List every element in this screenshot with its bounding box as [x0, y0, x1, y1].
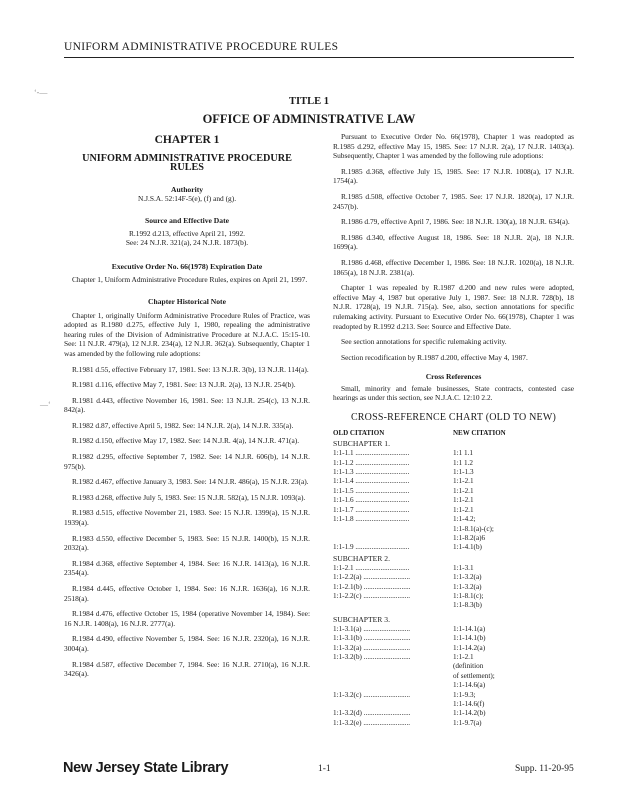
- title-name: OFFICE OF ADMINISTRATIVE LAW: [202, 112, 416, 126]
- subchapter-2-rows: [333, 564, 574, 611]
- new-citation: 1:1-3.2(a): [453, 582, 482, 591]
- chart-row: [333, 644, 574, 653]
- old-citation: 1:1-1.5 ..............................: [333, 486, 410, 495]
- new-citation: 1:1 1.2: [453, 458, 473, 467]
- chart-row: [333, 672, 574, 681]
- adoption-entry: R.1982 d.150, effective May 17, 1982. See: 14 N.J.R. 4(a), 14 N.J.R. 471(a).: [72, 436, 300, 446]
- recodification-note: Section recodification by R.1987 d.200, effective May 4, 1987.: [341, 352, 528, 362]
- adoption-entry: R.1982 d.295, effective September 7, 1982. See: 14 N.J.R. 606(b), 14 N.J.R. 975(b).: [64, 452, 310, 471]
- chart-row: [333, 515, 574, 524]
- old-citation: [333, 681, 453, 690]
- adoption-entry: R.1986 d.79, effective April 7, 1986. See: 18 N.J.R. 130(a), 18 N.J.R. 634(a).: [341, 217, 570, 227]
- title-number: TITLE 1: [289, 96, 329, 107]
- new-citation: 1:1-2.1: [453, 486, 474, 495]
- new-citation: (definition: [453, 662, 484, 671]
- chart-row: [333, 691, 574, 700]
- chart-row: [333, 601, 574, 610]
- authority-text: N.J.S.A. 52:14F-5(e), (f) and (g).: [137, 194, 237, 204]
- cross-reference-chart-title: CROSS-REFERENCE CHART (OLD TO NEW): [350, 412, 557, 424]
- chart-row: [333, 564, 574, 573]
- subchapter-2-label: SUBCHAPTER 2.: [333, 553, 390, 563]
- chart-header: [333, 429, 574, 439]
- new-citation: of settlement);: [453, 671, 495, 680]
- new-citation: 1:1-9.7(a): [453, 718, 482, 727]
- chart-row: [333, 487, 574, 496]
- chart-row: [333, 477, 574, 486]
- chart-row: [333, 534, 574, 543]
- old-citation: 1:1-1.2 ..............................: [333, 458, 410, 467]
- old-citation: 1:1-1.6 ..............................: [333, 496, 410, 505]
- chart-row: [333, 625, 574, 634]
- new-citation: 1:1-4.2;: [453, 515, 476, 524]
- old-citation: [333, 662, 453, 671]
- chart-row: [333, 459, 574, 468]
- chart-row: [333, 681, 574, 690]
- old-citation: 1:1-1.9 ..............................: [333, 543, 410, 552]
- right-column: [333, 132, 574, 728]
- new-citation: 1:1-8.2(a)6: [453, 533, 486, 542]
- chart-row: [333, 583, 574, 592]
- adoption-entry: R.1982 d.467, effective January 3, 1983. See: 14 N.J.R. 486(a), 15 N.J.R. 23(a).: [72, 477, 309, 487]
- header-rule: [64, 57, 574, 58]
- adoption-entry: R.1983 d.268, effective July 5, 1983. See: 15 N.J.R. 582(a), 15 N.J.R. 1093(a).: [72, 492, 306, 502]
- new-citation: 1:1-8.1(c);: [453, 591, 484, 600]
- page-number: 1-1: [318, 764, 331, 774]
- chart-row: [333, 496, 574, 505]
- old-citation: [333, 601, 453, 610]
- source-line-1: R.1992 d.213, effective April 21, 1992.: [128, 228, 246, 238]
- old-citation: 1:1-3.2(a) ..........................: [333, 643, 411, 652]
- cross-references-text: Small, minority and female businesses, State contracts, contested case hearings as under this section, see N.J.A.C. 12:10 2.2.: [333, 383, 574, 403]
- new-citation: 1:1-2.1: [453, 477, 474, 486]
- old-citation: 1:1-3.2(c) ..........................: [333, 690, 411, 699]
- adoption-entry: R.1984 d.587, effective December 7, 1984. See: 16 N.J.R. 2710(a), 16 N.J.R. 3426(a).: [64, 659, 310, 679]
- old-citation: 1:1-3.1(b) ..........................: [333, 634, 411, 643]
- old-citation: 1:1-1.7 ..............................: [333, 505, 410, 514]
- adoption-entry: R.1985 d.508, effective October 7, 1985. See: 17 N.J.R. 1820(a), 17 N.J.R. 2457(b).: [333, 191, 574, 211]
- adoption-entry: R.1981 d.443, effective November 16, 1981. See: 13 N.J.R. 254(c), 13 N.J.R. 842(a).: [64, 395, 310, 415]
- chart-row: [333, 719, 574, 728]
- new-citation: 1:1-2.1: [453, 652, 474, 661]
- adoption-entry: R.1984 d.368, effective September 4, 1984. See: 16 N.J.R. 1413(a), 16 N.J.R. 2354(a).: [64, 558, 310, 578]
- adoption-entry: R.1981 d.116, effective May 7, 1981. See: 13 N.J.R. 2(a), 13 N.J.R. 254(b).: [72, 380, 296, 390]
- left-column: [64, 132, 310, 685]
- new-citation: 1:1-9.3;: [453, 690, 476, 699]
- left-adoption-list: [64, 365, 310, 679]
- old-citation: 1:1-3.1(a) ..........................: [333, 624, 411, 633]
- chart-row: [333, 700, 574, 709]
- source-heading: Source and Effective Date: [144, 215, 229, 225]
- adoption-entry: R.1984 d.490, effective November 5, 1984. See: 16 N.J.R. 2320(a), 16 N.J.R. 3004(a).: [64, 634, 310, 653]
- old-citation: 1:1-3.2(b) ..........................: [333, 652, 411, 661]
- history-intro: Chapter 1, originally Uniform Administrative Procedure Rules of Practice, was adopted as R.1980 d.275, effective July 1, 1980, repealing the administrative hearing rules of the Division of Administrative Procedure at N.J.A.C. 15:15-10. See: 11 N.J.R. 479(a), 12 N.J.R. 234(a), 12 N.J.R. 362(a). Subsequently, Chapter 1 was amended by the following rule adoptions:: [64, 310, 310, 358]
- old-citation: 1:1-1.3 ..............................: [333, 468, 410, 477]
- section-annotations-note: See section annotations for specific rulemaking activity.: [341, 337, 507, 347]
- old-citation: [333, 672, 453, 681]
- subchapter-3-rows: [333, 625, 574, 728]
- old-citation: 1:1-1.4 ..............................: [333, 477, 410, 486]
- chart-row: [333, 573, 574, 582]
- subchapter-1-rows: [333, 449, 574, 552]
- new-citation: 1:1-14.6(a): [453, 681, 486, 690]
- history-heading: Chapter Historical Note: [148, 296, 226, 306]
- new-citation: 1:1-14.2(b): [453, 709, 486, 718]
- chart-row: [333, 543, 574, 552]
- authority-heading: Authority: [170, 184, 204, 194]
- old-citation: 1:1-2.1(b) ..........................: [333, 582, 411, 591]
- new-citation: 1:1-3.2(a): [453, 573, 482, 582]
- new-citation: 1:1 1.1: [453, 449, 473, 458]
- chart-header-new: NEW CITATION: [453, 428, 506, 437]
- chart-row: [333, 468, 574, 477]
- old-citation: 1:1-3.2(e) ..........................: [333, 718, 411, 727]
- new-citation: 1:1-14.1(a): [453, 624, 486, 633]
- new-citation: 1:1-14.2(a): [453, 643, 486, 652]
- library-logo: New Jersey State Library: [63, 760, 229, 776]
- new-citation: 1:1-2.1: [453, 496, 474, 505]
- new-citation: 1:1-8.3(b): [453, 601, 482, 610]
- chart-header-old: OLD CITATION: [333, 428, 385, 437]
- adoption-entry: R.1983 d.550, effective December 5, 1983. See: 15 N.J.R. 1400(b), 15 N.J.R. 2032(a).: [64, 533, 310, 553]
- old-citation: [333, 700, 453, 709]
- new-citation: 1:1-1.3: [453, 468, 474, 477]
- right-adoption-list: [333, 167, 574, 277]
- new-citation: 1:1-14.6(f): [453, 700, 485, 708]
- chart-row: [333, 634, 574, 643]
- adoption-entry: R.1985 d.368, effective July 15, 1985. See: 17 N.J.R. 1008(a), 17 N.J.R. 1754(a).: [333, 166, 574, 186]
- supplement-date: Supp. 11-20-95: [515, 764, 574, 774]
- scan-mark: ‘-—: [34, 88, 48, 97]
- new-citation: 1:1-4.1(b): [453, 543, 482, 552]
- new-citation: 1:1-14.1(b): [453, 634, 486, 643]
- exec-order-heading: Executive Order No. 66(1978) Expiration Date: [111, 261, 263, 271]
- new-citation: 1:1-8.1(a)-(c);: [453, 524, 494, 533]
- adoption-entry: R.1981 d.55, effective February 17, 1981. See: 13 N.J.R. 3(b), 13 N.J.R. 114(a).: [72, 364, 309, 374]
- chart-row: [333, 525, 574, 534]
- subchapter-1-label: SUBCHAPTER 1.: [333, 439, 390, 449]
- adoption-entry: R.1984 d.445, effective October 1, 1984. See: 16 N.J.R. 1636(a), 16 N.J.R. 2518(a).: [64, 584, 310, 603]
- source-line-2: See: 24 N.J.R. 321(a), 24 N.J.R. 1873(b).: [125, 238, 249, 248]
- adoption-entry: R.1984 d.476, effective October 15, 1984 (operative November 14, 1984). See: 16 N.J.R. 1408(a), 16 N.J.R. 2777(a).: [64, 609, 310, 628]
- adoption-entry: R.1986 d.340, effective August 18, 1986. See: 18 N.J.R. 2(a), 18 N.J.R. 1699(a).: [333, 232, 574, 252]
- old-citation: [333, 525, 453, 534]
- chapter-heading: CHAPTER 1: [154, 134, 220, 146]
- adoption-entry: R.1983 d.515, effective November 21, 1983. See: 15 N.J.R. 1399(a), 15 N.J.R. 1939(a).: [64, 508, 310, 528]
- adoption-entry: R.1986 d.468, effective December 1, 1986. See: 18 N.J.R. 1020(a), 18 N.J.R. 1865(a), 18 N.J.R. 2381(a).: [333, 257, 574, 277]
- old-citation: 1:1-2.2(c) ..........................: [333, 591, 411, 600]
- chart-row: [333, 506, 574, 515]
- adoption-entry: R.1982 d.87, effective April 5, 1982. See: 14 N.J.R. 2(a), 14 N.J.R. 335(a).: [72, 420, 294, 430]
- old-citation: 1:1-3.2(d) ..........................: [333, 709, 411, 718]
- chart-row: [333, 592, 574, 601]
- new-citation: 1:1-3.1: [453, 563, 474, 572]
- subchapter-3-label: SUBCHAPTER 3.: [333, 614, 390, 624]
- exec-order-text: Chapter 1, Uniform Administrative Procedure Rules, expires on April 21, 1997.: [72, 275, 308, 285]
- scan-mark: —‘: [40, 400, 51, 409]
- running-header: UNIFORM ADMINISTRATIVE PROCEDURE RULES: [64, 41, 339, 53]
- chart-row: [333, 449, 574, 458]
- chapter-name: UNIFORM ADMINISTRATIVE PROCEDURE RULES: [82, 152, 292, 174]
- repeal-note: Chapter 1 was repealed by R.1987 d.200 and new rules were adopted, effective May 4, 1987 but operative July 1, 1987. See: 18 N.J.R. 728(b), 18 N.J.R. 1728(a), 19 N.J.R. 715(a). See, also, section annotations for specific rulemaking activity. Pursuant to Executive Order No. 66(1978), Chapter 1 was readopted by R.1992 d.213. See: Source and Effective Date.: [333, 283, 574, 331]
- old-citation: 1:1-1.1 ..............................: [333, 449, 410, 458]
- old-citation: 1:1-2.2(a) ..........................: [333, 573, 411, 582]
- cross-references-heading: Cross References: [425, 372, 482, 382]
- readoption-intro: Pursuant to Executive Order No. 66(1978), Chapter 1 was readopted as R.1985 d.292, effective May 15, 1985. See: 17 N.J.R. 2(a), 17 N.J.R. 1403(a). Subsequently, Chapter 1 was amended by the following rule adoptions:: [333, 132, 574, 161]
- old-citation: 1:1-1.8 ..............................: [333, 515, 410, 524]
- old-citation: 1:1-2.1 ..............................: [333, 563, 410, 572]
- chart-row: [333, 662, 574, 671]
- chart-row: [333, 709, 574, 718]
- chart-row: [333, 653, 574, 662]
- new-citation: 1:1-2.1: [453, 505, 474, 514]
- old-citation: [333, 534, 453, 543]
